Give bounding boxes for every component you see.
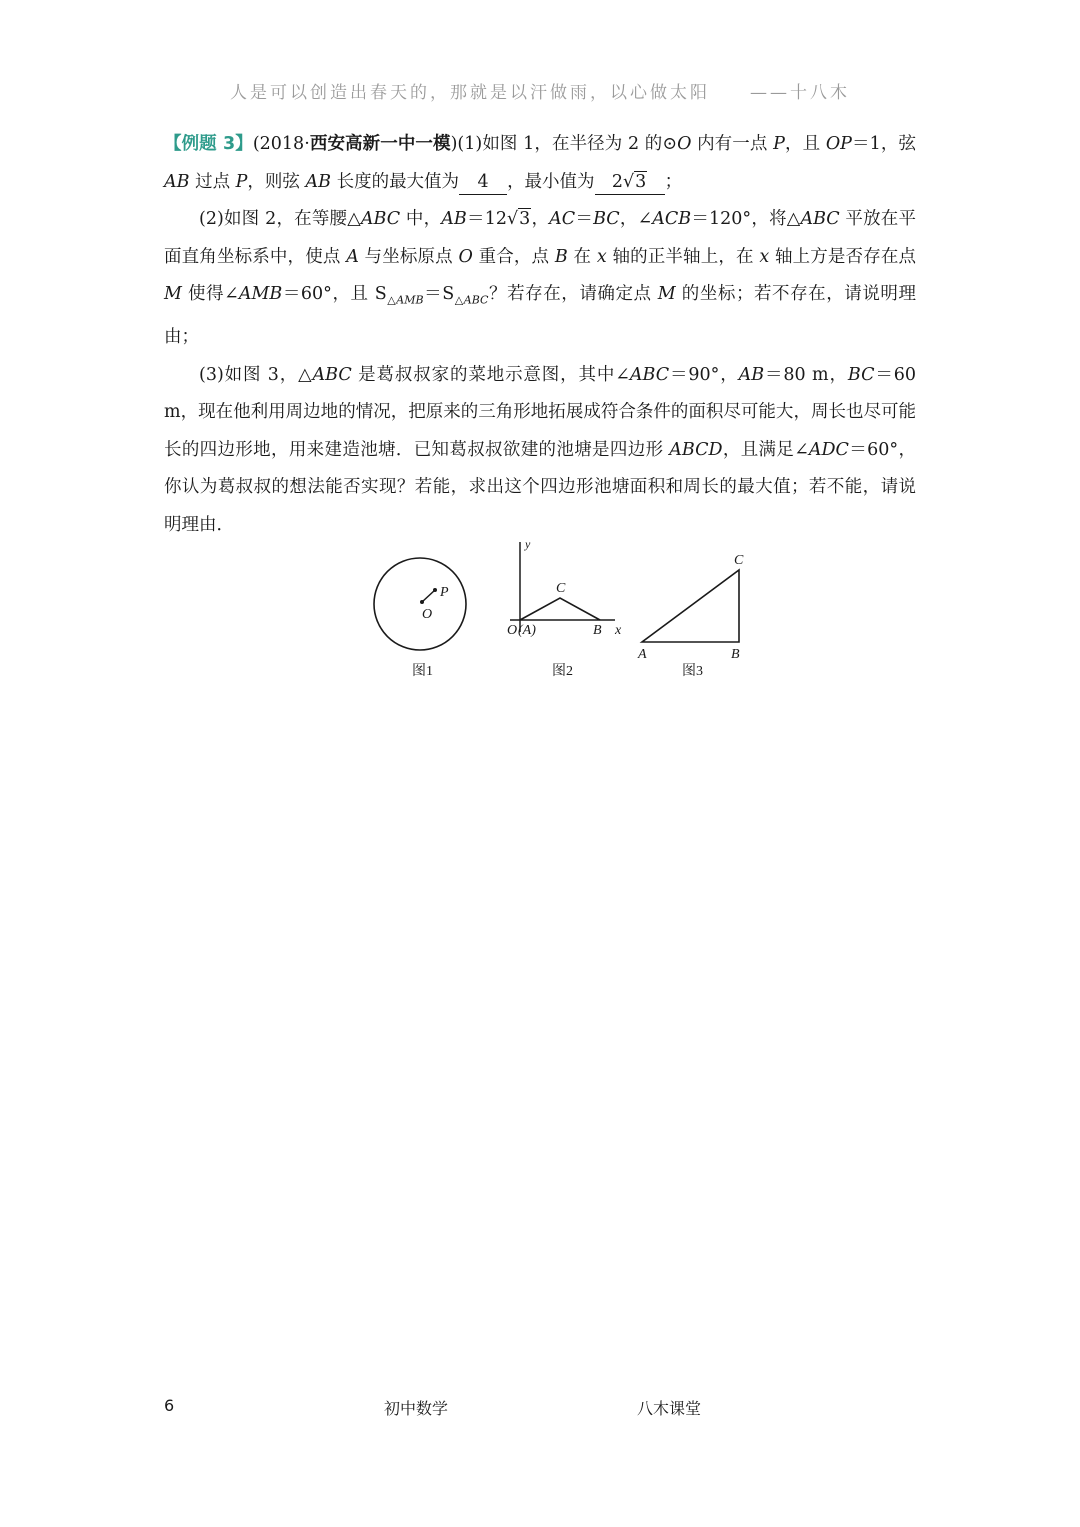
- point-o: [420, 600, 424, 604]
- problem-part-1: 【例题 3】(2018·西安高新一中一模)(1)如图 1，在半径为 2 的⊙O 内有一点 P，且 OP＝1，弦 AB 过点 P，则弦 AB 长度的最大值为 4 ，最小值为 2√3 ；: [164, 126, 916, 201]
- figure-2: [507, 537, 622, 679]
- header-motto: 人是可以创造出春天的，那就是以汗做雨，以心做太阳: [230, 83, 710, 103]
- segment-op: [422, 590, 435, 602]
- label-o: O: [422, 607, 433, 622]
- figure-2-caption: 图2: [552, 664, 573, 679]
- problem-source: 西安高新一中一模: [309, 134, 451, 154]
- label-b: B: [593, 623, 602, 638]
- figures: [360, 532, 760, 692]
- answer-min-blank: 2√3: [595, 170, 665, 195]
- circle-o: [374, 558, 466, 650]
- problem-content: [164, 126, 916, 544]
- page-header: [0, 78, 1080, 103]
- figure-3: [637, 553, 744, 679]
- page-number: 6: [164, 1396, 175, 1415]
- triangle-abc: [642, 570, 739, 642]
- problem-tag: 【例题 3】: [164, 134, 253, 154]
- footer-subject: 初中数学: [384, 1399, 449, 1418]
- label-b: B: [731, 647, 740, 662]
- footer-brand: 八木课堂: [637, 1399, 702, 1418]
- point-p: [433, 588, 437, 592]
- label-y: y: [525, 537, 531, 551]
- label-p: P: [440, 585, 449, 600]
- answer-max-blank: 4: [459, 170, 507, 195]
- triangle-abc: [520, 598, 600, 620]
- label-o: O: [507, 623, 518, 638]
- label-a: A: [638, 647, 647, 662]
- header-author: ——十八木: [750, 83, 850, 103]
- label-c: C: [556, 581, 566, 596]
- figure-1-caption: 图1: [412, 664, 433, 679]
- label-c: C: [734, 553, 744, 568]
- figure-1: [374, 558, 466, 679]
- label-a: (A): [518, 623, 536, 638]
- label-x: x: [615, 623, 622, 638]
- figure-3-caption: 图3: [682, 664, 703, 679]
- problem-part-2: (2)如图 2，在等腰△ABC 中，AB＝12√3，AC＝BC，∠ACB＝120°，将△ABC 平放在平面直角坐标系中，使点 A 与坐标原点 O 重合，点 B 在 x 轴的正半轴上，在 x 轴上方是否存在点 M 使得∠AMB＝60°，且 $S_{\triangle AMB}=S_{\triangle ABC}$？若存在，请确定点 M 的坐标；若不存在，请说明理由；: [164, 209, 917, 347]
- problem-part-3: (3)如图 3，△ABC 是葛叔叔家的菜地示意图，其中∠ABC＝90°，AB＝80 m，BC＝60 m，现在他利用周边地的情况，把原来的三角形地拓展成符合条件的面积尽可能大，周长也尽可能长的四边形地，用来建造池塘．已知葛叔叔欲建的池塘是四边形 ABCD，且满足∠ADC＝60°，你认为葛叔叔的想法能否实现？若能，求出这个四边形池塘面积和周长的最大值；若不能，请说明理由．: [164, 364, 916, 535]
